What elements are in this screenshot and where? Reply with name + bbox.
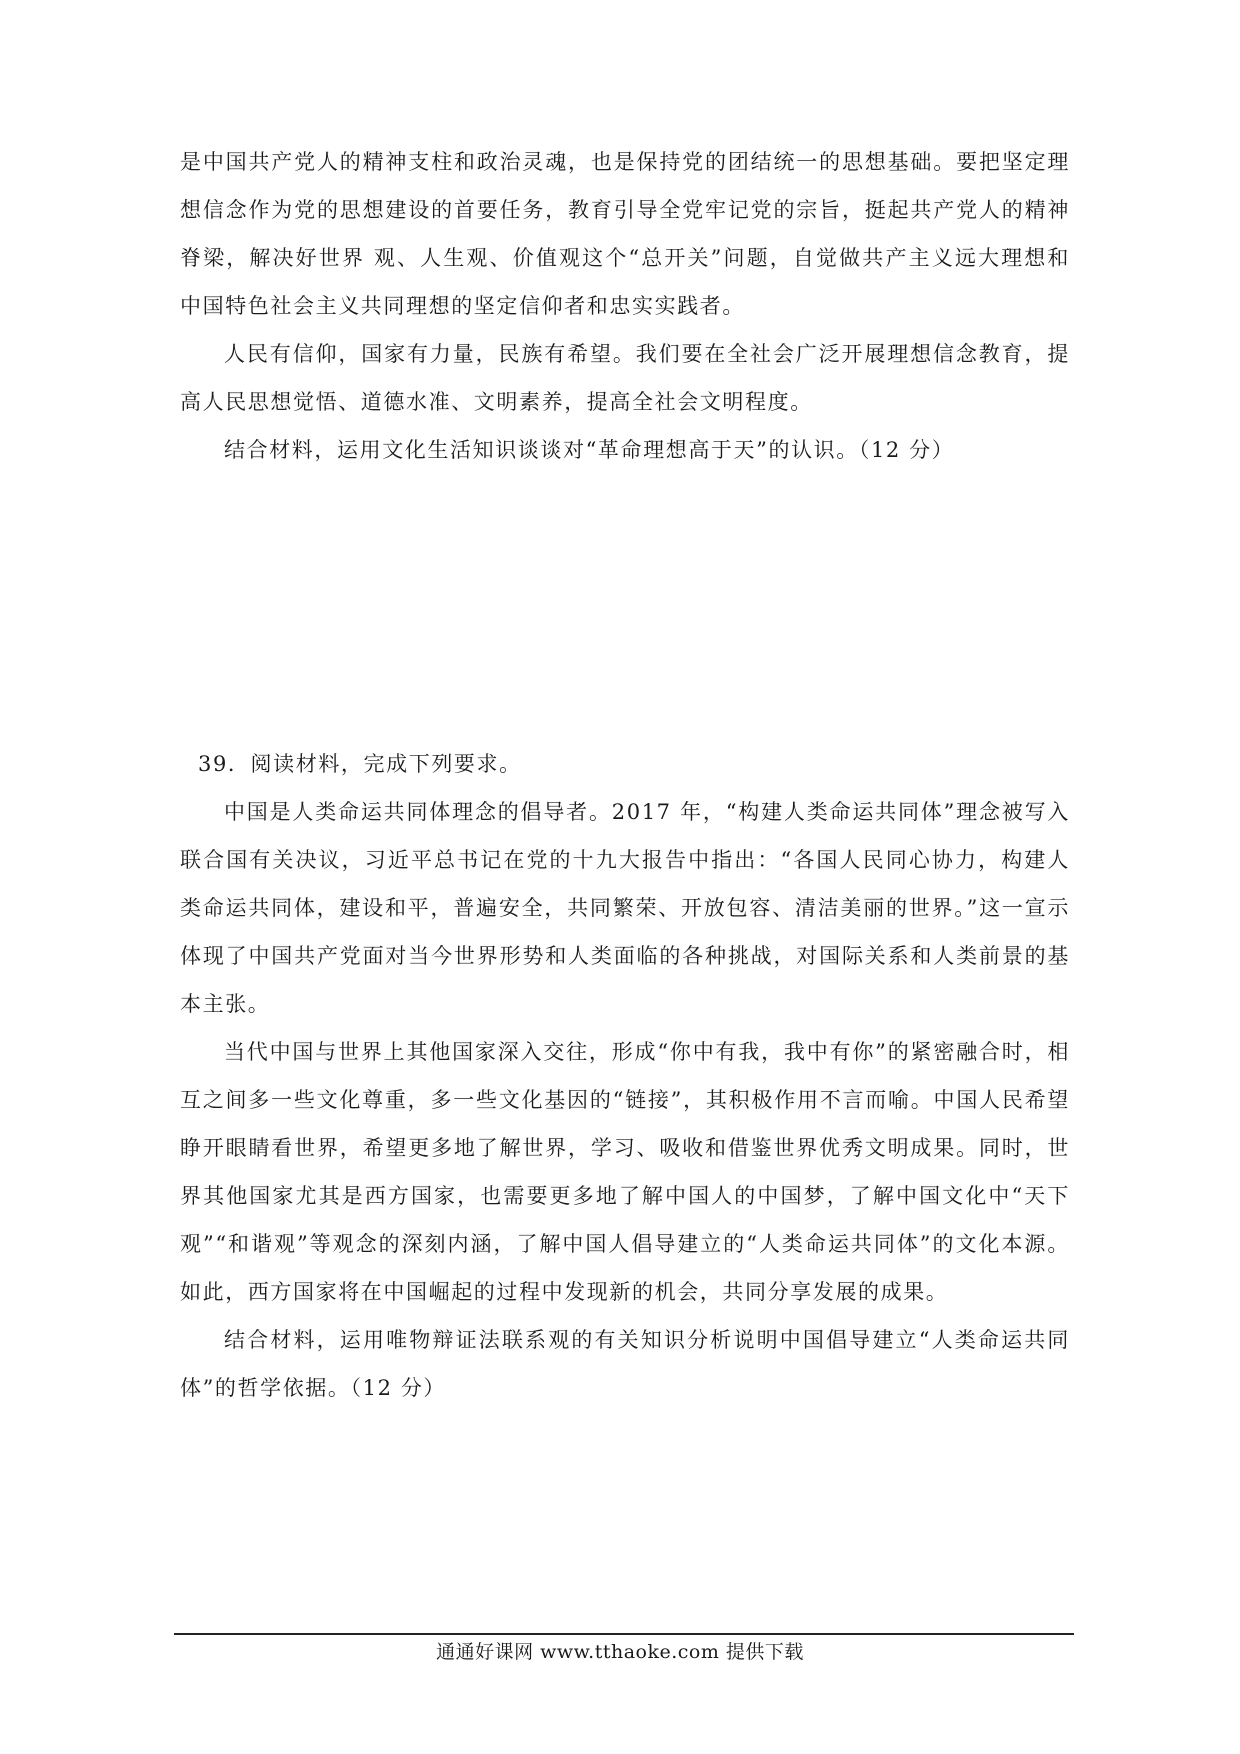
question-39-paragraph-1: 中国是人类命运共同体理念的倡导者。2017 年，“构建人类命运共同体”理念被写入联合国有关决议，习近平总书记在党的十九大报告中指出：“各国人民同心协力，构建人类命运共同体，建设和平，普遍安全，共同繁荣、开放包容、清洁美丽的世界。”这一宣示体现了中国共产党面对当今世界形势和人类面临的各种挑战，对国际关系和人类前景的基本主张。 xyxy=(180,800,1070,1016)
footer-divider xyxy=(174,1633,1074,1635)
paragraph-people-belief: 人民有信仰，国家有力量，民族有希望。我们要在全社会广泛开展理想信念教育，提高人民思想觉悟、道德水准、文明素养，提高全社会文明程度。 xyxy=(180,342,1070,414)
continued-paragraph: 是中国共产党人的精神支柱和政治灵魂，也是保持党的团结统一的思想基础。要把坚定理想信念作为党的思想建设的首要任务，教育引导全党牢记党的宗旨，挺起共产党人的精神脊梁，解决好世界 观、人生观、价值观这个“总开关”问题，自觉做共产主义远大理想和中国特色社会主义共同理想的坚定信仰者和忠实实践者。 xyxy=(180,150,1070,318)
material-section-top xyxy=(180,138,1070,474)
question-39-paragraph-2: 当代中国与世界上其他国家深入交往，形成“你中有我，我中有你”的紧密融合时，相互之间多一些文化尊重，多一些文化基因的“链接”，其积极作用不言而喻。中国人民希望睁开眼睛看世界，希望更多地了解世界，学习、吸收和借鉴世界优秀文明成果。同时，世界其他国家尤其是西方国家，也需要更多地了解中国人的中国梦，了解中国文化中“天下观”“和谐观”等观念的深刻内涵，了解中国人倡导建立的“人类命运共同体”的文化本源。如此，西方国家将在中国崛起的过程中发现新的机会，共同分享发展的成果。 xyxy=(180,1040,1070,1304)
footer-download-note: 通通好课网 www.tthaoke.com 提供下载 xyxy=(436,1641,804,1663)
question-39-section xyxy=(180,740,1070,1412)
question-39-heading: 39．阅读材料，完成下列要求。 xyxy=(198,752,522,776)
question-39-prompt: 结合材料，运用唯物辩证法联系观的有关知识分析说明中国倡导建立“人类命运共同体”的哲学依据。（12 分） xyxy=(180,1328,1070,1400)
question-prompt-38: 结合材料，运用文化生活知识谈谈对“革命理想高于天”的认识。（12 分） xyxy=(224,438,955,462)
